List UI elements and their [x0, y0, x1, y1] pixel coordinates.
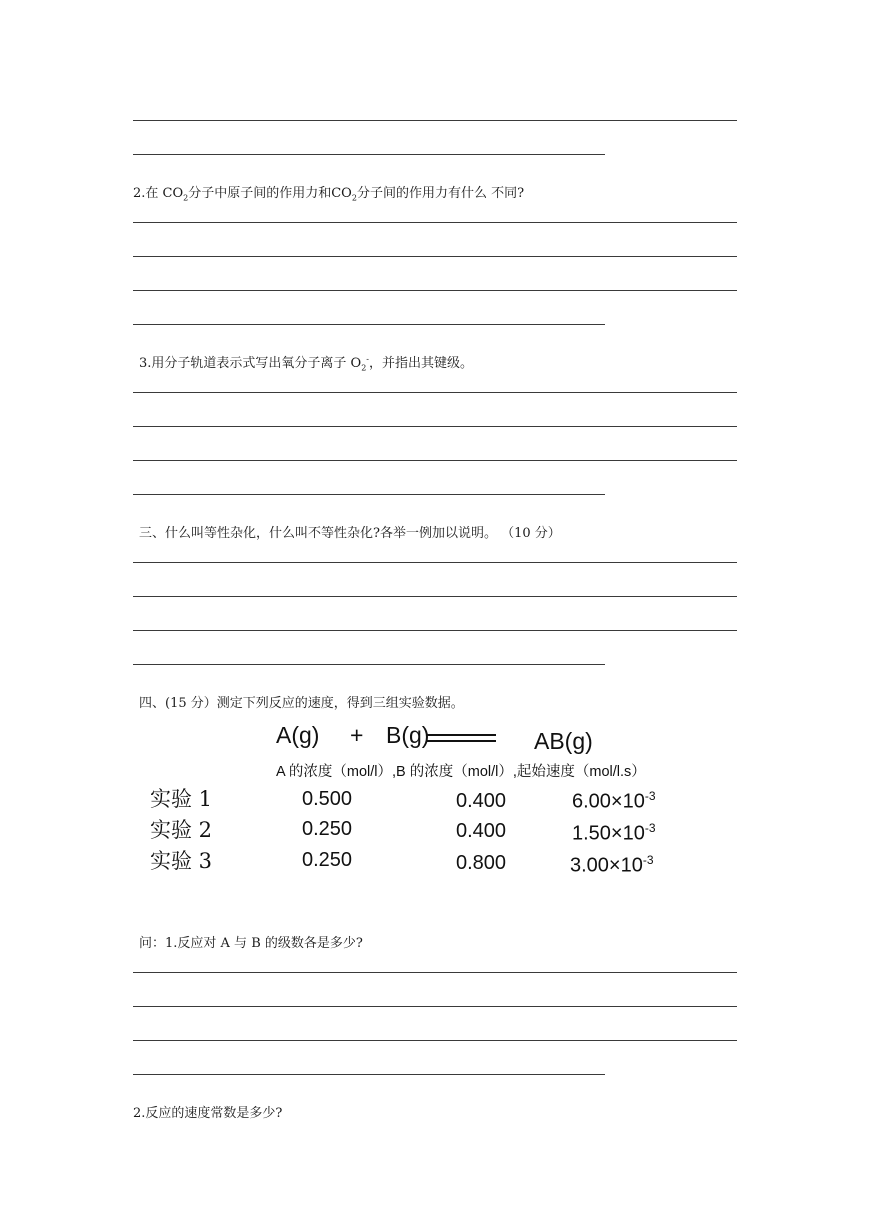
- answer-line: [133, 630, 737, 631]
- question-2-2: [133, 182, 524, 203]
- table-header: A 的浓度（mol/l）,B 的浓度（mol/l）,起始速度（mol/l.s）: [276, 764, 646, 780]
- answer-line: [133, 426, 737, 427]
- rate-value: 1.50×10: [572, 822, 645, 845]
- answer-line: [133, 392, 737, 393]
- answer-line: [133, 290, 737, 291]
- q-text: 分子中原子间的作用力和CO: [188, 186, 352, 201]
- subscript: 2: [361, 363, 367, 373]
- q-text: 3.用分子轨道表示式写出氧分子离子 O: [139, 356, 362, 371]
- answer-line: [133, 1074, 605, 1075]
- initial-rate: [572, 821, 656, 846]
- answer-line: [133, 460, 737, 461]
- experiment-label: 实验 1: [150, 787, 213, 811]
- reactant-a: A(g): [276, 722, 320, 748]
- reactant-b: B(g): [386, 722, 430, 748]
- answer-line: [133, 256, 737, 257]
- question-4-1: 问：1.反应对 A 与 B 的级数各是多少?: [139, 936, 363, 951]
- question-2-3: [139, 352, 473, 373]
- answer-line: [133, 154, 605, 155]
- answer-line: [133, 494, 605, 495]
- answer-line: [133, 664, 605, 665]
- conc-b: 0.400: [456, 790, 507, 812]
- plus-sign: +: [350, 722, 364, 748]
- equals-sign: [426, 734, 496, 746]
- conc-a: 0.500: [302, 788, 353, 810]
- rate-exponent: -3: [642, 853, 654, 867]
- rate-exponent: -3: [644, 821, 656, 835]
- answer-line: [133, 324, 605, 325]
- answer-line: [133, 222, 737, 223]
- conc-b: 0.800: [456, 852, 507, 874]
- initial-rate: [572, 789, 656, 814]
- rate-value: 3.00×10: [570, 854, 643, 877]
- answer-line: [133, 1040, 737, 1041]
- section-4-question: 四、(15 分）测定下列反应的速度，得到三组实验数据。: [139, 696, 464, 711]
- conc-a: 0.250: [302, 818, 353, 840]
- answer-line: [133, 562, 737, 563]
- answer-line: [133, 596, 737, 597]
- initial-rate: [570, 853, 654, 878]
- rate-exponent: -3: [644, 789, 656, 803]
- answer-line: [133, 1006, 737, 1007]
- subscript: 2: [183, 193, 189, 203]
- subscript: 2: [351, 193, 357, 203]
- experiment-label: 实验 3: [150, 849, 213, 873]
- superscript: -: [366, 354, 369, 364]
- q-text: 分子间的作用力有什么 不同?: [356, 186, 525, 201]
- conc-b: 0.400: [456, 820, 507, 842]
- experiment-label: 实验 2: [150, 818, 213, 842]
- conc-a: 0.250: [302, 849, 353, 871]
- product-ab: AB(g): [534, 728, 593, 754]
- answer-line: [133, 972, 737, 973]
- question-4-2: 2.反应的速度常数是多少?: [133, 1106, 283, 1121]
- answer-line: [133, 120, 737, 121]
- q-text: ，并指出其键级。: [369, 356, 474, 371]
- q-text: 2.在 CO: [133, 186, 184, 201]
- rate-value: 6.00×10: [572, 790, 645, 813]
- section-3-question: 三、什么叫等性杂化，什么叫不等性杂化?各举一例加以说明。 （10 分）: [139, 526, 561, 541]
